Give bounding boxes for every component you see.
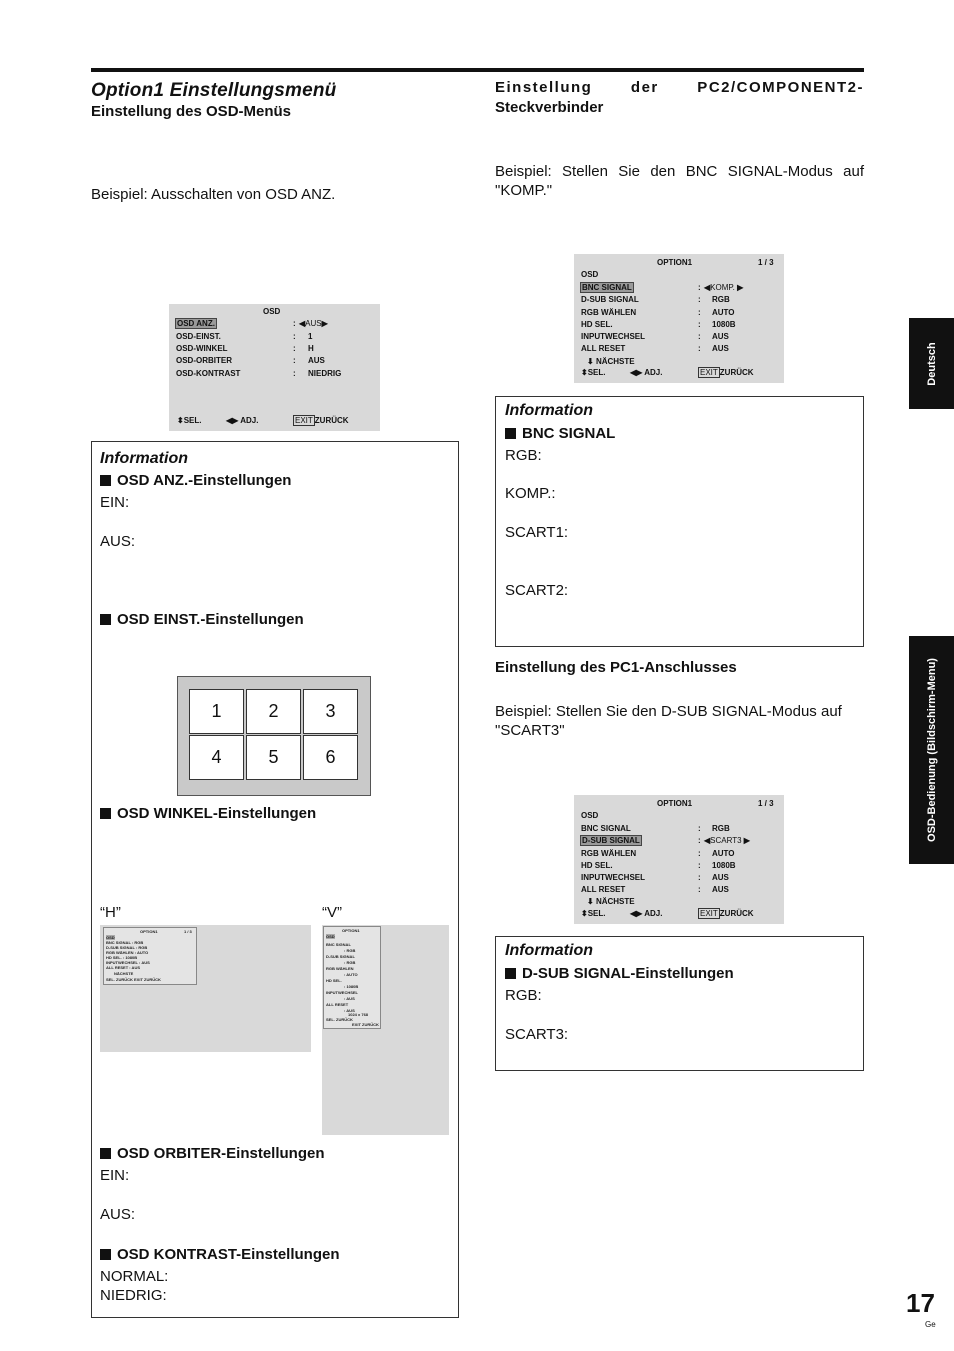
mini-row: ALL RESET : AUS xyxy=(106,965,141,970)
menu-row-sep: : xyxy=(698,836,701,845)
info-heading: OSD WINKEL-Einstellungen xyxy=(100,805,316,822)
info-item: EIN: xyxy=(100,1167,130,1184)
mini-menu xyxy=(103,927,197,985)
menu-row-sep: : xyxy=(698,308,701,317)
mini-osd: OSD xyxy=(106,935,115,940)
v-label: “V” xyxy=(322,904,342,921)
menu-row-sep: : xyxy=(698,332,701,341)
menu-row-sep: : xyxy=(698,849,701,858)
menu-row-value: 1080B xyxy=(712,320,736,329)
mini-row: BNC SIGNAL : RGB xyxy=(106,940,144,945)
menu-footer-sel: ⬍SEL. xyxy=(581,909,606,918)
mini-title: OPTION1 xyxy=(140,929,158,934)
osd-row-sep: : xyxy=(293,344,296,353)
osd-row-sep: : xyxy=(293,332,296,341)
osd-row-value: ◀AUS▶ xyxy=(299,319,328,328)
updown-icon: ⬍ xyxy=(581,368,588,377)
menu-footer-adj: ◀▶ ADJ. xyxy=(630,368,663,377)
menu-row-label: INPUTWECHSEL xyxy=(581,873,645,882)
menu-row-value: AUS xyxy=(712,885,729,894)
menu-row-value: AUTO xyxy=(712,849,735,858)
menu-row-value: RGB xyxy=(712,824,730,833)
menu-row-label: HD SEL. xyxy=(581,861,613,870)
osd-row-sep: : xyxy=(293,356,296,365)
info-item: SCART1: xyxy=(505,524,569,541)
menu-row-label: HD SEL. xyxy=(581,320,613,329)
osd-row-sep: : xyxy=(293,369,296,378)
menu-row-sep: : xyxy=(698,861,701,870)
menu-row-sep: : xyxy=(698,344,701,353)
menu-row-sep: : xyxy=(698,885,701,894)
grid-cell: 4 xyxy=(189,735,244,780)
menu-page: 1 / 3 xyxy=(758,799,774,808)
square-bullet-icon xyxy=(100,475,111,486)
mini-footer: SEL. ZURÜCK EXIT ZURÜCK xyxy=(106,977,161,982)
menu-row-sep: : xyxy=(698,295,701,304)
menu-row-label: ALL RESET xyxy=(581,885,626,894)
leftright-icon: ◀▶ xyxy=(226,416,239,425)
mini-row: 1024 x 768 xyxy=(348,1012,369,1017)
arrow-down-icon: ⬇ xyxy=(587,897,594,906)
mini-row: INPUTWECHSEL : AUS xyxy=(106,960,150,965)
leftright-icon: ◀▶ xyxy=(630,909,643,918)
mini-row: ALL RESET xyxy=(326,1002,349,1007)
menu-row-value: AUS xyxy=(712,332,729,341)
menu-title: OPTION1 xyxy=(657,799,693,808)
info-item: SCART2: xyxy=(505,582,569,599)
menu-row-sep: : xyxy=(698,320,701,329)
menu-row-label: BNC SIGNAL xyxy=(582,283,632,292)
menu-footer-exit: EXIT ZURÜCK xyxy=(700,368,754,377)
mini-row: : AUTO xyxy=(344,972,358,977)
mini-row: D-SUB SIGNAL : RGB xyxy=(106,945,148,950)
osd-menu-title: OSD xyxy=(263,307,281,316)
menu-footer-exit: EXIT ZURÜCK xyxy=(700,909,754,918)
mini-row: : AUS xyxy=(344,996,355,1001)
example-text: Beispiel: Stellen Sie den BNC SIGNAL-Modus auf "KOMP." xyxy=(495,163,864,199)
info-heading: OSD KONTRAST-Einstellungen xyxy=(100,1246,340,1263)
osd-footer-sel: ⬍SEL. xyxy=(177,416,202,425)
info-heading: D-SUB SIGNAL-Einstellungen xyxy=(505,965,734,982)
square-bullet-icon xyxy=(100,808,111,819)
info-item: SCART3: xyxy=(505,1026,569,1043)
info-heading: BNC SIGNAL xyxy=(505,425,615,442)
mini-menu-vertical xyxy=(323,926,381,1029)
menu-osd: OSD xyxy=(581,270,599,279)
leftright-icon: ◀▶ xyxy=(630,368,643,377)
menu-row-value: RGB xyxy=(712,295,730,304)
grid-cell: 3 xyxy=(303,689,358,734)
option1-menu-bnc xyxy=(574,254,784,383)
tab-osd-bedienung[interactable]: OSD-Bedienung (Bildschirm-Menu) xyxy=(909,636,954,864)
section-heading-line1: Einstellung der PC2/COMPONENT2- xyxy=(495,79,864,96)
section-subtitle: Einstellung des OSD-Menüs xyxy=(91,103,292,120)
osd-menu-screenshot xyxy=(169,304,380,431)
info-title: Information xyxy=(100,450,188,467)
vertical-osd-thumbnail xyxy=(322,925,449,1135)
page-title: Option1 Einstellungsmenü xyxy=(91,80,337,101)
top-rule xyxy=(91,68,864,72)
example-text: Beispiel: Ausschalten von OSD ANZ. xyxy=(91,186,336,203)
info-box-osd xyxy=(91,441,459,1318)
menu-row-value: AUTO xyxy=(712,308,735,317)
menu-row-sep: : xyxy=(698,873,701,882)
square-bullet-icon xyxy=(100,1249,111,1260)
mini-row: HD SEL. : 1080B xyxy=(106,955,138,960)
mini-row: : AUS xyxy=(344,1008,355,1013)
mini-row: INPUTWECHSEL xyxy=(326,990,358,995)
square-bullet-icon xyxy=(100,1148,111,1159)
mini-row: : 1080B xyxy=(344,984,359,989)
info-heading: OSD EINST.-Einstellungen xyxy=(100,611,304,628)
menu-row-value: ◀KOMP. ▶ xyxy=(704,283,744,292)
h-label: “H” xyxy=(100,904,121,921)
info-heading: OSD ANZ.-Einstellungen xyxy=(100,472,291,489)
menu-row-value: AUS xyxy=(712,873,729,882)
mini-footer: SEL. ZURÜCK xyxy=(326,1017,353,1022)
info-title: Information xyxy=(505,942,593,959)
square-bullet-icon xyxy=(100,614,111,625)
page-number: 17 xyxy=(906,1288,935,1318)
square-bullet-icon xyxy=(505,428,516,439)
info-item: KOMP.: xyxy=(505,485,556,502)
grid-cell: 1 xyxy=(189,689,244,734)
updown-icon: ⬍ xyxy=(177,416,184,425)
menu-row-label: D-SUB SIGNAL xyxy=(582,836,640,845)
info-title: Information xyxy=(505,402,593,419)
osd-row-label: OSD-ORBITER xyxy=(176,356,232,365)
osd-row-label: OSD-KONTRAST xyxy=(176,369,241,378)
osd-row-value: H xyxy=(308,344,314,353)
tab-deutsch[interactable]: Deutsch xyxy=(909,318,954,409)
menu-footer-adj: ◀▶ ADJ. xyxy=(630,909,663,918)
menu-next: ⬇ NÄCHSTE xyxy=(587,897,635,906)
section-heading-line2: Steckverbinder xyxy=(495,99,604,116)
menu-osd: OSD xyxy=(581,811,599,820)
info-item: NORMAL: xyxy=(100,1268,169,1285)
mini-osd: OSD xyxy=(326,934,335,939)
menu-row-label: INPUTWECHSEL xyxy=(581,332,645,341)
menu-row-label: BNC SIGNAL xyxy=(581,824,631,833)
info-item: RGB: xyxy=(505,447,542,464)
mini-title: OPTION1 xyxy=(342,928,360,933)
osd-row-sep: : xyxy=(293,319,296,328)
language-code: Ge xyxy=(925,1320,936,1329)
arrow-down-icon: ⬇ xyxy=(587,357,594,366)
square-bullet-icon xyxy=(505,968,516,979)
grid-cell: 6 xyxy=(303,735,358,780)
osd-row-label: OSD-EINST. xyxy=(176,332,221,341)
mini-row: BNC SIGNAL xyxy=(326,942,351,947)
osd-row-value: NIEDRIG xyxy=(308,369,342,378)
info-item: EIN: xyxy=(100,494,130,511)
mini-row: RGB WÄHLEN : AUTO xyxy=(106,950,149,955)
info-item: AUS: xyxy=(100,533,136,550)
info-item: NIEDRIG: xyxy=(100,1287,167,1304)
info-item: AUS: xyxy=(100,1206,136,1223)
menu-row-label: D-SUB SIGNAL xyxy=(581,295,639,304)
mini-row: : RGB xyxy=(344,948,356,953)
menu-page: 1 / 3 xyxy=(758,258,774,267)
menu-row-sep: : xyxy=(698,283,701,292)
osd-row-value: 1 xyxy=(308,332,313,341)
example-text: Beispiel: Stellen Sie den D-SUB SIGNAL-Modus auf "SCART3" xyxy=(495,703,842,739)
osd-row-label: OSD ANZ. xyxy=(177,319,215,328)
osd-footer-exit: EXIT ZURÜCK xyxy=(295,416,349,425)
menu-next: ⬇ NÄCHSTE xyxy=(587,357,635,366)
option1-menu-dsub xyxy=(574,795,784,924)
menu-footer-sel: ⬍SEL. xyxy=(581,368,606,377)
menu-row-label: RGB WÄHLEN xyxy=(581,849,637,858)
menu-row-value: 1080B xyxy=(712,861,736,870)
mini-row: : RGB xyxy=(344,960,356,965)
menu-row-label: ALL RESET xyxy=(581,344,626,353)
menu-row-sep: : xyxy=(698,824,701,833)
osd-position-grid xyxy=(177,676,371,796)
menu-title: OPTION1 xyxy=(657,258,693,267)
mini-row: RGB WÄHLEN xyxy=(326,966,354,971)
mini-exit: EXIT ZURÜCK xyxy=(352,1022,379,1027)
info-heading: OSD ORBITER-Einstellungen xyxy=(100,1145,325,1162)
menu-row-value: AUS xyxy=(712,344,729,353)
section-heading: Einstellung des PC1-Anschlusses xyxy=(495,659,737,676)
osd-row-value: AUS xyxy=(308,356,325,365)
mini-page: 1 / 3 xyxy=(184,929,192,934)
mini-row: D-SUB SIGNAL xyxy=(326,954,355,959)
horizontal-osd-thumbnail xyxy=(100,925,311,1052)
info-item: RGB: xyxy=(505,987,542,1004)
updown-icon: ⬍ xyxy=(581,909,588,918)
osd-row-label: OSD-WINKEL xyxy=(176,344,228,353)
mini-row: HD SEL. xyxy=(326,978,342,983)
grid-cell: 2 xyxy=(246,689,301,734)
menu-row-value: ◀SCART3 ▶ xyxy=(704,836,750,845)
osd-footer-adj: ◀▶ ADJ. xyxy=(226,416,259,425)
menu-row-label: RGB WÄHLEN xyxy=(581,308,637,317)
grid-cell: 5 xyxy=(246,735,301,780)
mini-next: NÄCHSTE xyxy=(114,971,134,976)
